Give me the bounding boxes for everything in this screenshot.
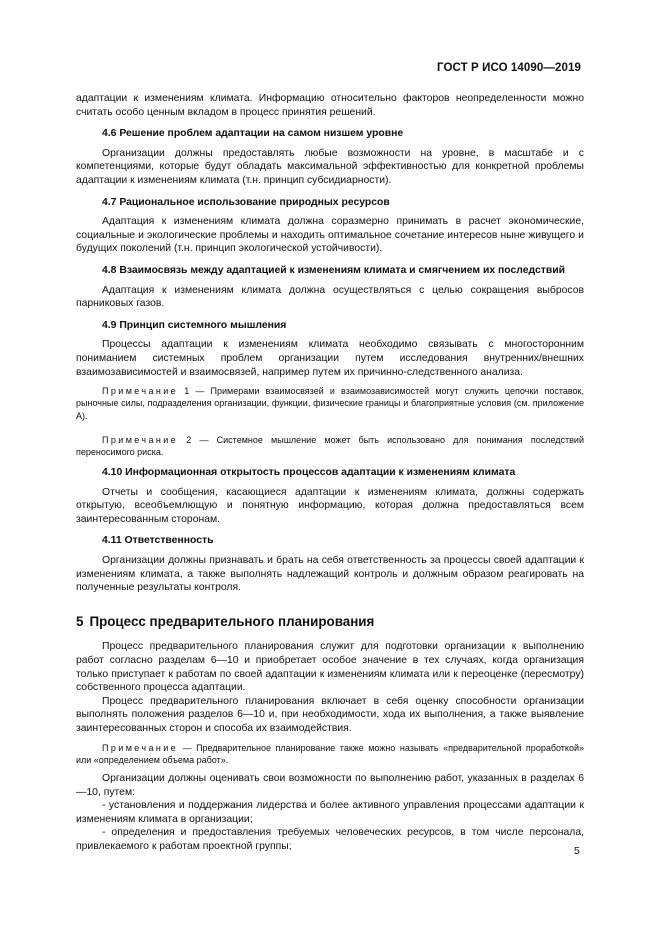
section-4-8-heading: 4.8 Взаимосвязь между адаптацией к изменениям климата и смягчением их последствий <box>102 264 565 276</box>
note-text: — Предварительное планирование также можно называть «предварительной проработкой» или «определением объема работ». <box>76 742 584 765</box>
section-5-note <box>76 742 584 766</box>
page-number: 5 <box>574 846 580 857</box>
section-5-heading <box>76 615 584 629</box>
section-5-paragraph-1: Процесс предварительного планирования служит для подготовки организации к выполнению работ согласно разделам 6—10 и приобретает особое значение в тех случаях, когда организация только приступает к работам по своей адаптации к изменениям климата или к переоценке (пересмотру) собственного процесса адаптации. <box>76 641 584 694</box>
section-4-10-heading: 4.10 Информационная открытость процессов адаптации к изменениям климата <box>102 467 516 479</box>
document-body <box>76 92 584 854</box>
section-5-bullet-2: - определения и предоставления требуемых человеческих ресурсов, в том числе персонала, привлекаемого к работам проектной группы; <box>76 827 584 852</box>
note-label: Примечание <box>102 742 179 753</box>
note-label: Примечание <box>102 434 179 445</box>
section-4-7-text: Адаптация к изменениям климата должна соразмерно принимать в расчет экономические, социальные и экологические проблемы и находить оптимальное сочетание интересов ныне живущего и будущих поколений (т.н. принцип экологической устойчивости). <box>76 216 584 255</box>
note-label: Примечание <box>102 386 179 397</box>
intro-paragraph: адаптации к изменениям климата. Информацию относительно факторов неопределенности можно считать особо ценным вкладом в процесс принятия решений. <box>76 93 584 118</box>
section-4-8-text: Адаптация к изменениям климата должна осуществляться с целью сокращения выбросов парниковых газов. <box>76 284 584 310</box>
section-4-11-heading: 4.11 Ответственность <box>102 535 214 547</box>
section-4-10-text: Отчеты и сообщения, касающиеся адаптации к изменениям климата, должны содержать открытую, всеобъемлющую и понятную информацию, которая должна предоставляться всем заинтересованным сторонам. <box>76 486 584 525</box>
section-4-9-heading: 4.9 Принцип системного мышления <box>102 319 287 331</box>
document-header: ГОСТ Р ИСО 14090—2019 <box>436 62 581 74</box>
section-4-11-text: Организации должны признавать и брать на себя ответственность за процессы своей адаптации к изменениям климата, а также выполнять надлежащий контроль и должным образом реагировать на полученные результаты контроля. <box>76 555 584 594</box>
section-4-9-note-2 <box>76 434 584 458</box>
section-5-paragraph-3: Организации должны оценивать свои возможности по выполнению работ, указанных в разделах 6—10, путем: <box>76 773 584 798</box>
section-4-9-text: Процессы адаптации к изменениям климата необходимо связывать с многосторонним пониманием системных проблем организации путем исследования внутренних/внешних взаимозависимостей и взаимосвязей, например путем их причинно-следственного анализа. <box>76 339 584 378</box>
section-5-title: Процесс предварительного планирования <box>89 613 375 629</box>
section-5-bullet-1: - установления и поддержания лидерства и более активного управления процессами адаптации к изменениям климата в организации; <box>76 800 584 825</box>
section-4-6-heading: 4.6 Решение проблем адаптации на самом низшем уровне <box>102 128 404 140</box>
note-text: 1 — Примерами взаимосвязей и взаимозависимостей могут служить цепочки поставок, рыночные силы, подразделения организации, функции, физические границы и благоприятные условия (см. приложение А). <box>76 386 584 421</box>
section-5-paragraph-2: Процесс предварительного планирования включает в себя оценку способности организации выполнять положения разделов 6—10 и, при необходимости, хода их выполнения, а также выявление заинтересованных сторон и способа их взаимодействия. <box>76 695 584 735</box>
section-4-7-heading: 4.7 Рациональное использование природных ресурсов <box>102 196 390 208</box>
section-4-9-note-1 <box>76 385 584 422</box>
section-4-6-text: Организации должны предоставлять любые возможности на уровне, в масштабе и с компетенциями, которые будут обладать максимальной эффективностью для конкретной проблемы адаптации к изменениям климата (т.н. принцип субсидиарности). <box>76 147 584 186</box>
section-5-number: 5 <box>76 613 84 629</box>
note-text: 2 — Системное мышление может быть использовано для понимания последствий переносимого риска. <box>76 434 584 457</box>
